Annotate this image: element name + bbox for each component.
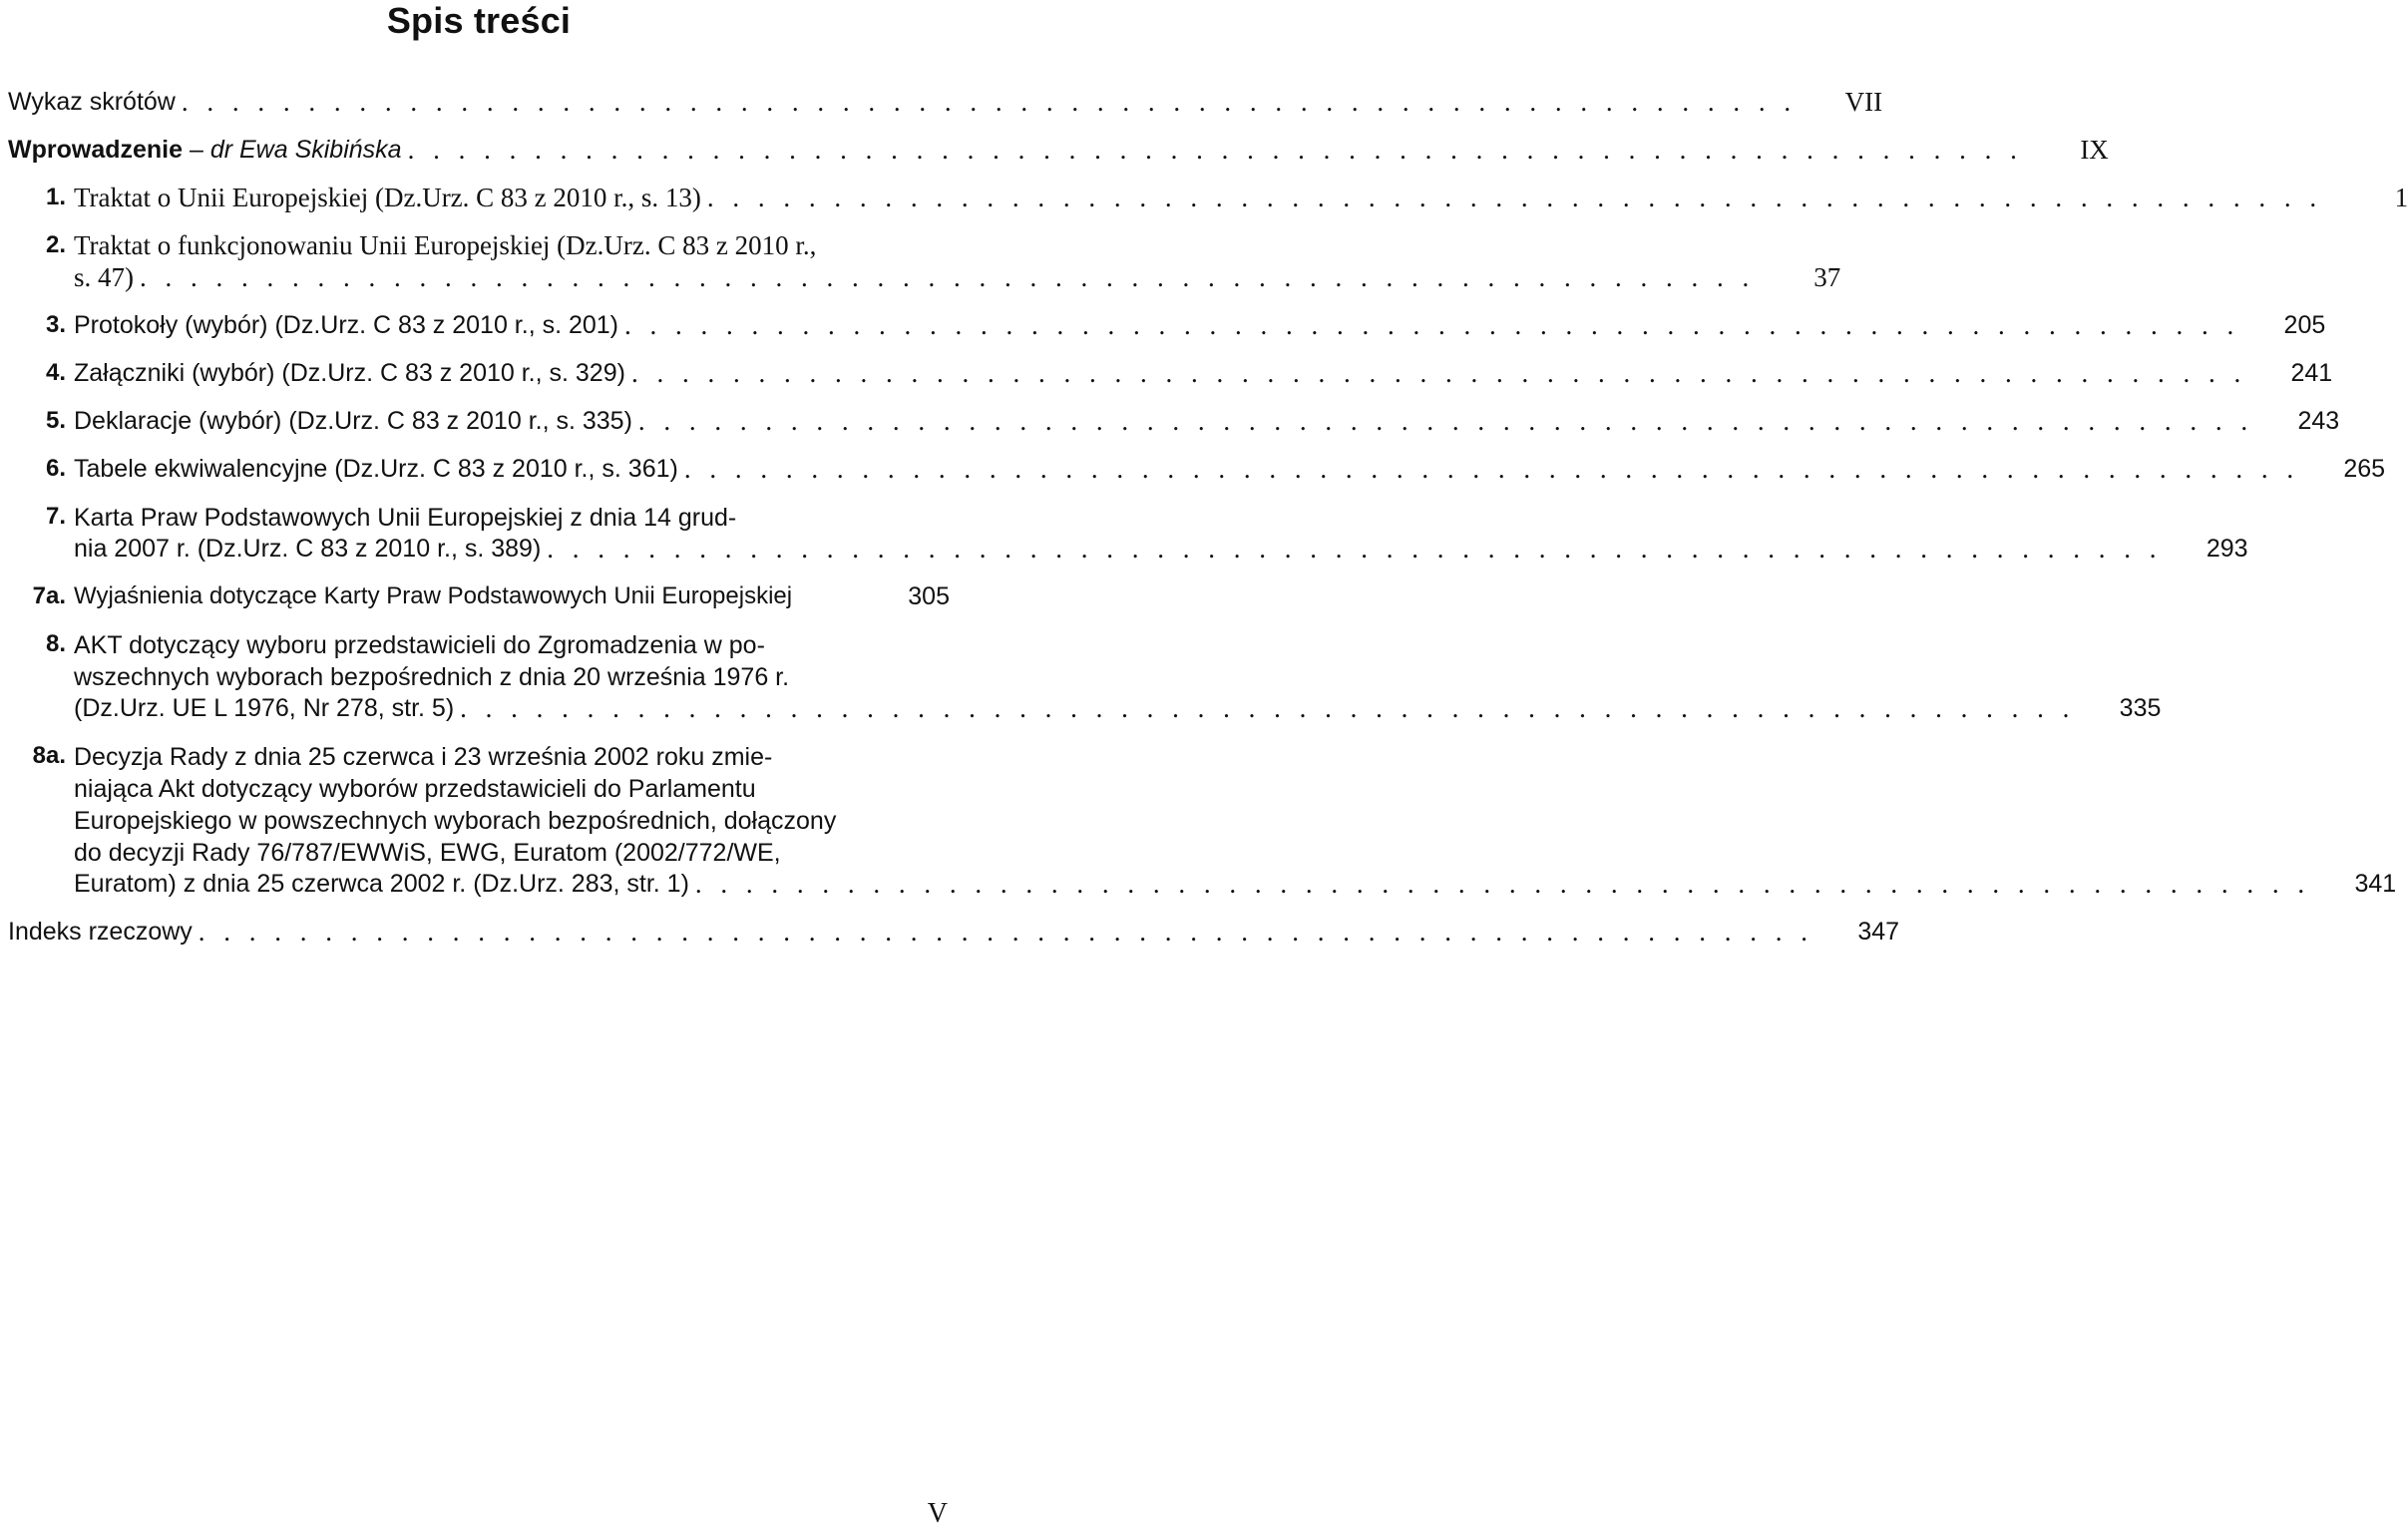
leader-dots: . . . . . . . . . . . . . . . . . . . . . . . . . . . . . . . . . . . . . . . . . . . . . . . . . . . . . . . . . . . . . . . . — [637, 406, 2254, 436]
toc-page-number: 1 — [2394, 183, 2408, 212]
toc-entry-title: Załączniki (wybór) (Dz.Urz. C 83 z 2010 r., s. 329) — [74, 359, 625, 387]
toc-entry-title-cont: (Dz.Urz. UE L 1976, Nr 278, str. 5) — [74, 694, 455, 722]
toc-entry-title-cont: Euratom) z dnia 25 czerwca 2002 r. (Dz.Urz. 283, str. 1) — [74, 870, 689, 898]
toc-entry-wykaz-skrotow[interactable] — [8, 86, 1883, 118]
leader-dots: . . . . . . . . . . . . . . . . . . . . . . . . . . . . . . . . . . . . . . . . . . . . . . . . . . . . . . . . . . . . . . . . — [630, 358, 2247, 388]
toc-entry-8[interactable] — [8, 628, 2162, 724]
toc-entry-2[interactable] — [8, 229, 1841, 293]
toc-page-number: 305 — [908, 582, 950, 610]
toc-page-number: VII — [1844, 87, 1883, 117]
toc-entry-1[interactable] — [8, 182, 2408, 213]
toc-page-number: 335 — [2119, 694, 2162, 722]
leader-dots: . . . . . . . . . . . . . . . . . . . . . . . . . . . . . . . . . . . . . . . . . . . . . . . . . . . . . . . . . . . . . . . . — [683, 454, 2300, 484]
toc-entry-title: Protokoły (wybór) (Dz.Urz. C 83 z 2010 r., s. 201) — [74, 311, 619, 339]
toc-entry-title: Deklaracje (wybór) (Dz.Urz. C 83 z 2010 r., s. 335) — [74, 407, 632, 435]
leader-dots: . . . . . . . . . . . . . . . . . . . . . . . . . . . . . . . . . . . . . . . . . . . . . . . . . . . . . . . . . . . . . . . . — [198, 917, 1814, 947]
toc-entry-title-cont: wszechnych wyborach bezpośrednich z dnia 20 września 1976 r. — [74, 663, 790, 691]
toc-entry-6[interactable] — [8, 453, 2386, 485]
toc-entry-3[interactable] — [8, 309, 2326, 341]
toc-entry-indeks-rzeczowy[interactable] — [8, 916, 1900, 948]
toc-entry-title: Karta Praw Podstawowych Unii Europejskiej z dnia 14 grud- — [74, 504, 737, 532]
toc-entry-title: Wyjaśnienia dotyczące Karty Praw Podstawowych Unii Europejskiej — [74, 582, 793, 609]
toc-entry-number: 6. — [45, 455, 66, 482]
toc-entry-number: 7a. — [32, 582, 66, 609]
toc-entry-title: Tabele ekwiwalencyjne (Dz.Urz. C 83 z 2010 r., s. 361) — [74, 455, 678, 483]
toc-entry-number: 1. — [45, 184, 66, 210]
page-title: Spis treści — [386, 0, 572, 41]
toc-page-number: IX — [2080, 135, 2109, 165]
leader-dots: . . . . . . . . . . . . . . . . . . . . . . . . . . . . . . . . . . . . . . . . . . . . . . . . . . . . . . . . . . . . . . . . — [624, 310, 2240, 340]
toc-entry-title: AKT dotyczący wyboru przedstawicieli do Zgromadzenia w po- — [74, 631, 765, 659]
toc-entry-number: 5. — [45, 407, 66, 434]
toc-entry-title: Wprowadzenie — [8, 136, 184, 164]
table-of-contents — [8, 86, 2408, 948]
toc-entry-title-cont: s. 47) — [74, 262, 134, 292]
toc-page-number: 205 — [2283, 311, 2326, 339]
leader-dots: . . . . . . . . . . . . . . . . . . . . . . . . . . . . . . . . . . . . . . . . . . . . . . . . . . . . . . . . . . . . . . . . — [181, 87, 1798, 117]
toc-page-number: 347 — [1857, 918, 1900, 946]
toc-title-separator: – — [183, 136, 210, 164]
leader-dots: . . . . . . . . . . . . . . . . . . . . . . . . . . . . . . . . . . . . . . . . . . . . . . . . . . . . . . . . . . . . . . . . — [547, 534, 2163, 564]
toc-entry-number: 4. — [45, 359, 66, 386]
toc-entry-title-cont: do decyzji Rady 76/787/EWWiS, EWG, Euratom (2002/772/WE, — [74, 839, 781, 867]
toc-entry-title: Indeks rzeczowy — [8, 918, 193, 946]
toc-entry-number: 3. — [45, 311, 66, 338]
toc-page-number: 241 — [2290, 359, 2333, 387]
toc-entry-title-cont: nia 2007 r. (Dz.Urz. C 83 z 2010 r., s. 389) — [74, 535, 542, 563]
leader-dots: . . . . . . . . . . . . . . . . . . . . . . . . . . . . . . . . . . . . . . . . . . . . . . . . . . . . . . . . . . . . . . . . — [407, 135, 2023, 165]
toc-entry-author: dr Ewa Skibińska — [209, 136, 402, 164]
toc-entry-wprowadzenie[interactable] — [8, 134, 2109, 166]
toc-entry-number: 8a. — [32, 742, 66, 769]
toc-entry-title: Decyzja Rady z dnia 25 czerwca i 23 września 2002 roku zmie- — [74, 743, 773, 771]
toc-entry-number: 8. — [45, 630, 66, 657]
toc-entry-5[interactable] — [8, 405, 2340, 437]
leader-dots: . . . . . . . . . . . . . . . . . . . . . . . . . . . . . . . . . . . . . . . . . . . . . . . . . . . . . . . . . . . . . . . . — [694, 869, 2311, 899]
toc-entry-title: Traktat o Unii Europejskiej (Dz.Urz. C 83 z 2010 r., s. 13) — [74, 183, 701, 212]
leader-dots — [792, 580, 864, 612]
leader-dots: . . . . . . . . . . . . . . . . . . . . . . . . . . . . . . . . . . . . . . . . . . . . . . . . . . . . . . . . . . . . . . . . — [140, 262, 1756, 292]
toc-entry-8a[interactable] — [8, 740, 2397, 900]
toc-entry-4[interactable] — [8, 357, 2333, 389]
toc-entry-title: Wykaz skrótów — [8, 88, 176, 116]
toc-page-number: 37 — [1813, 262, 1841, 292]
toc-entry-title-cont: niająca Akt dotyczący wyborów przedstawicieli do Parlamentu — [74, 775, 756, 803]
toc-entry-title: Traktat o funkcjonowaniu Unii Europejskiej (Dz.Urz. C 83 z 2010 r., — [74, 230, 817, 260]
toc-page-number: 243 — [2297, 407, 2340, 435]
toc-entry-number: 7. — [45, 503, 66, 530]
footer-page-number: V — [927, 1498, 948, 1529]
toc-page-number: 265 — [2343, 455, 2386, 483]
toc-entry-7a[interactable] — [8, 580, 950, 612]
toc-entry-7[interactable] — [8, 501, 2248, 565]
toc-page-number: 341 — [2354, 870, 2397, 898]
toc-page-number: 293 — [2206, 535, 2248, 563]
leader-dots: . . . . . . . . . . . . . . . . . . . . . . . . . . . . . . . . . . . . . . . . . . . . . . . . . . . . . . . . . . . . . . . . — [706, 183, 2323, 212]
leader-dots: . . . . . . . . . . . . . . . . . . . . . . . . . . . . . . . . . . . . . . . . . . . . . . . . . . . . . . . . . . . . . . . . — [460, 693, 2076, 723]
toc-entry-title-cont: Europejskiego w powszechnych wyborach bezpośrednich, dołączony — [74, 807, 837, 835]
toc-entry-number: 2. — [45, 231, 66, 258]
